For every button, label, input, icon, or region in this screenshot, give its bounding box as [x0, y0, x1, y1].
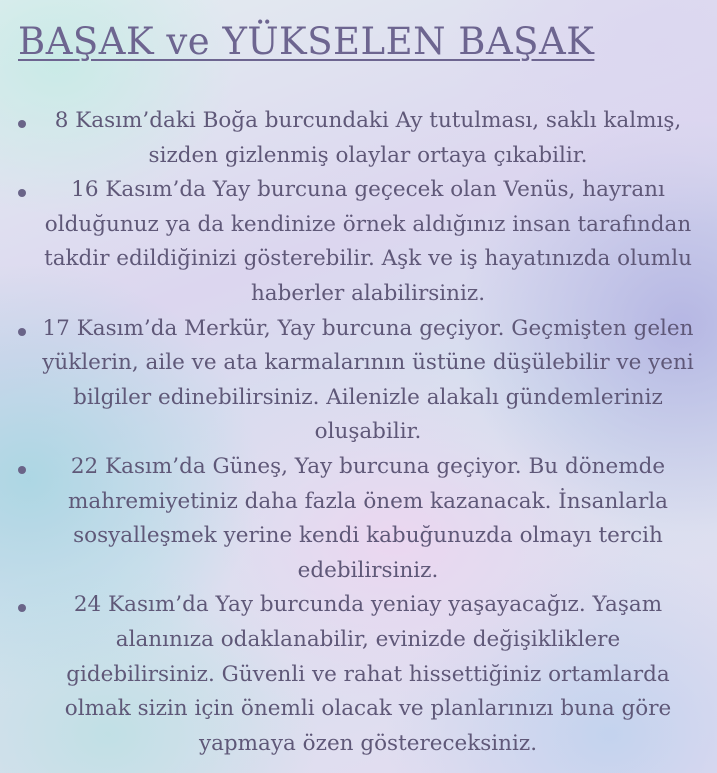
bullet-icon	[18, 604, 26, 612]
list-item-text: 24 Kasım’da Yay burcunda yeniay yaşayacağız. Yaşam alanınıza odaklanabilir, evinizde değişikliklere gidebilirsiniz. Güvenli ve rahat hissettiğiniz ortamlarda olmak sizin için önemli olacak ve planlarınızı buna göre yapmaya özen göstereceksiniz.	[64, 592, 672, 756]
list-item	[12, 450, 696, 588]
list-item	[12, 312, 696, 450]
page-title: BAŞAK ve YÜKSELEN BAŞAK	[18, 20, 595, 63]
list-item-text: 22 Kasım’da Güneş, Yay burcuna geçiyor. Bu dönemde mahremiyetiniz daha fazla önem kazanacak. İnsanlarla sosyalleşmek yerine kendi kabuğunuzda olmayı tercih edebilirsiniz.	[68, 453, 668, 583]
bullet-icon	[18, 328, 26, 336]
bullet-list	[12, 104, 696, 761]
list-item	[12, 173, 696, 311]
bullet-icon	[18, 466, 26, 474]
list-item-text: 17 Kasım’da Merkür, Yay burcuna geçiyor. Geçmişten gelen yüklerin, aile ve ata karmalarının üstüne düşülebilir ve yeni bilgiler edinebilirsiniz. Ailenizle alakalı gündemleriniz oluşabilir.	[42, 315, 694, 445]
list-item	[12, 104, 696, 173]
bullet-icon	[18, 189, 26, 197]
list-item-text: 16 Kasım’da Yay burcuna geçecek olan Venüs, hayranı olduğunuz ya da kendinize örnek aldığınız insan tarafından takdir edildiğinizi gösterebilir. Aşk ve iş hayatınızda olumlu haberler alabilirsiniz.	[44, 177, 692, 306]
bullet-icon	[18, 120, 26, 128]
list-item	[12, 588, 696, 761]
list-item-text: 8 Kasım’daki Boğa burcundaki Ay tutulması, saklı kalmış, sizden gizlenmiş olaylar ortaya çıkabilir.	[54, 108, 682, 168]
